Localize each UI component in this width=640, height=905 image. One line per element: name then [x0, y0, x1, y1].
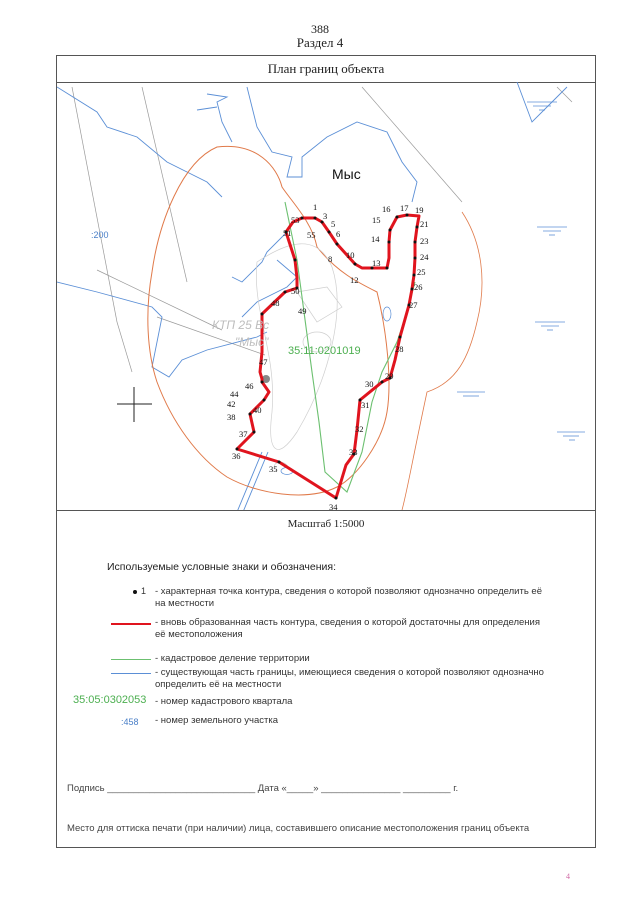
legend-point-symbol [133, 590, 137, 594]
point-label: 14 [371, 234, 380, 244]
point-label: 36 [232, 451, 241, 461]
point-label: 35 [269, 464, 278, 474]
section-label: Раздел 4 [296, 35, 344, 50]
legend-item-new-boundary: - вновь образованная часть контура, сведения о которой достаточны для определения её местоположения [155, 617, 540, 640]
point-label: 32 [355, 424, 364, 434]
grid-cross [117, 387, 152, 422]
legend-item-parcel: - номер земельного участка [155, 715, 279, 726]
legend-green-line-symbol [111, 659, 151, 660]
point-label: 17 [400, 203, 409, 213]
point-label: 1 [313, 202, 318, 212]
legend-quarter-sample: 35:05:0302053 [73, 694, 147, 706]
existing-boundaries [57, 82, 567, 510]
legend-item-existing-boundary: - существующая часть границы, имеющиеся сведения о которой позволяют однозначно определить её на местности [155, 667, 544, 690]
station-label-name: "Мыс" [235, 335, 269, 349]
station-label: КТП 25 Вс [212, 318, 270, 332]
point-label: 12 [350, 275, 359, 285]
point-label: 19 [415, 205, 424, 215]
road-lines [72, 87, 572, 372]
point-label: 29 [385, 371, 394, 381]
point-label: 37 [239, 429, 248, 439]
pond-outline [383, 307, 391, 321]
point-label: 6 [336, 229, 341, 239]
point-label: 53 [291, 215, 300, 225]
point-label: 10 [346, 250, 355, 260]
legend-point-number: 1 [141, 586, 147, 596]
point-label: 21 [420, 219, 429, 229]
point-label: 15 [372, 215, 381, 225]
document-frame [56, 55, 596, 848]
legend-item-point: - характерная точка контура, сведения о которой позволяют однозначно определить её на местности [155, 586, 542, 609]
point-label: 30 [365, 379, 374, 389]
point-label: 49 [298, 306, 307, 316]
plan-title: План границ объекта [57, 56, 595, 83]
point-label: 44 [230, 389, 239, 399]
point-label: 16 [382, 204, 391, 214]
point-label: 25 [417, 267, 426, 277]
point-label: 55 [307, 230, 316, 240]
point-label: 38 [227, 412, 236, 422]
legend-parcel-sample: :458 [121, 717, 139, 727]
point-label: 34 [329, 502, 338, 510]
point-label: 47 [259, 357, 268, 367]
legend-item-quarter: - номер кадастрового квартала [155, 696, 293, 707]
stamp-place-line: Место для оттиска печати (при наличии) лица, составившего описание местоположения границ объекта [67, 823, 530, 834]
scale-label: Масштаб 1:5000 [287, 518, 365, 530]
legend-title: Используемые условные знаки и обозначения: [107, 561, 337, 573]
point-label: 24 [420, 252, 429, 262]
point-label: 40 [253, 405, 262, 415]
point-label: 33 [349, 447, 358, 457]
point-label: 8 [328, 254, 333, 264]
signature-line: Подпись ____________________________ Дата «_____» _______________ _________ г. [67, 783, 459, 794]
point-label: 51 [283, 228, 292, 238]
point-label: 26 [414, 282, 423, 292]
point-label: 5 [331, 219, 336, 229]
point-label: 13 [372, 258, 381, 268]
legend-red-line-symbol [111, 623, 151, 625]
legend-item-cadastral: - кадастровое деление территории [155, 653, 310, 664]
point-label: 3 [323, 211, 328, 221]
place-name: Мыс [332, 166, 361, 182]
map-canvas [57, 82, 595, 510]
point-label: 48 [271, 298, 280, 308]
parcel-label: :200 [91, 230, 109, 240]
point-label: 50 [291, 286, 300, 296]
point-label: 27 [409, 300, 418, 310]
point-label: 42 [227, 399, 236, 409]
point-label: 46 [245, 381, 254, 391]
point-label: 28 [395, 344, 404, 354]
point-label: 23 [420, 236, 429, 246]
boundary-map [57, 82, 595, 511]
legend-blue-line-symbol [111, 673, 151, 674]
water-symbols [457, 102, 585, 440]
page-number: 388 [311, 22, 329, 36]
footer-mark: 4 [566, 872, 570, 881]
point-label: 31 [361, 400, 370, 410]
cadastral-quarter-label: 35:11:0201019 [288, 345, 361, 357]
